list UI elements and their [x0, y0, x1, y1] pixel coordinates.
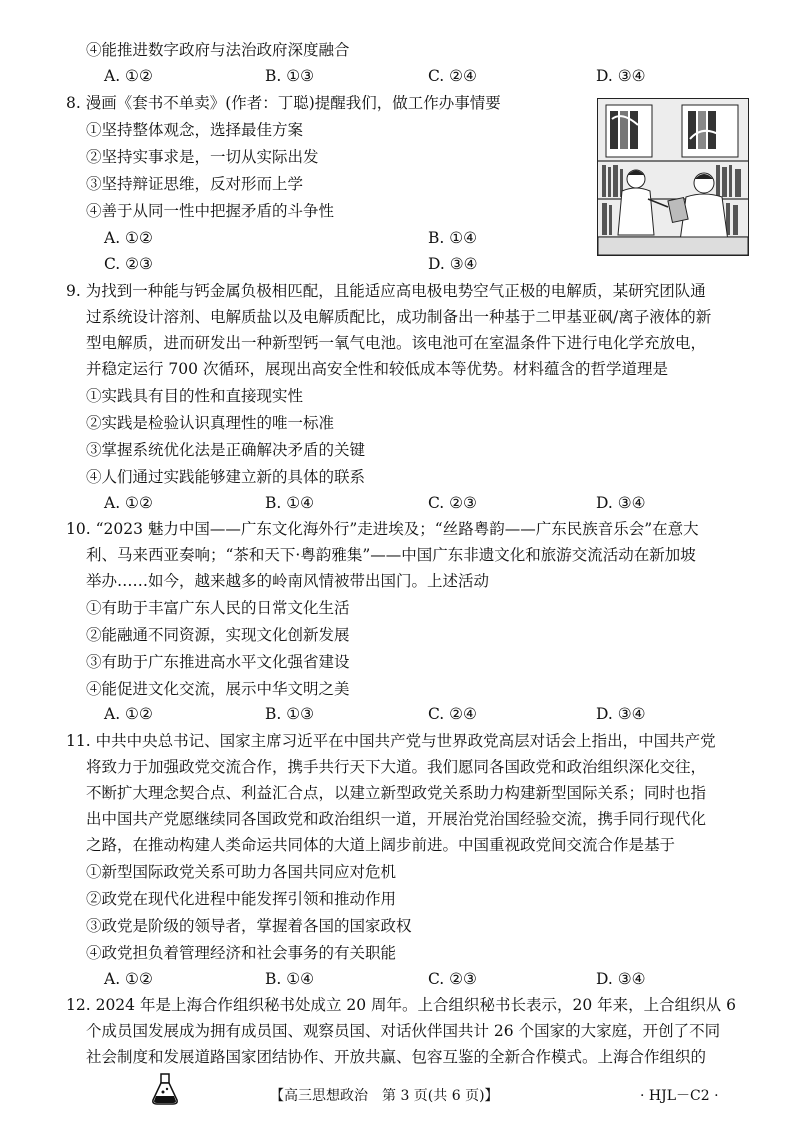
- q11-item-4: ④政党担负着管理经济和社会事务的有关职能: [86, 944, 397, 962]
- q7-option-a: A. ①②: [104, 67, 153, 85]
- flask-logo-icon: [150, 1072, 180, 1106]
- q10-stem-line-3: 举办……如今，越来越多的岭南风情被带出国门。上述活动: [86, 572, 490, 590]
- q8-option-c: C. ②③: [104, 255, 153, 273]
- q9-stem-line-4: 并稳定运行 700 次循环，展现出高安全性和较低成本等优势。材料蕴含的哲学道理是: [86, 360, 668, 378]
- q10-option-c: C. ②④: [428, 705, 477, 723]
- q10-option-b: B. ①③: [265, 705, 315, 723]
- q8-option-b: B. ①④: [428, 229, 478, 247]
- q11-stem-line-2: 将致力于加强政党交流合作，携手共行天下大道。我们愿同各国政党和政治组织深化交往，: [86, 758, 707, 776]
- q8-item-2: ②坚持实事求是，一切从实际出发: [86, 148, 319, 166]
- q8-option-d: D. ③④: [428, 255, 478, 273]
- q11-stem-line-3: 不断扩大理念契合点、利益汇合点，以建立新型政党关系助力构建新型国际关系；同时也指: [86, 784, 707, 802]
- q8-item-4: ④善于从同一性中把握矛盾的斗争性: [86, 202, 335, 220]
- q11-stem-line-5: 之路，在推动构建人类命运共同体的大道上阔步前进。中国重视政党间交流合作是基于: [86, 836, 676, 854]
- q9-item-2: ②实践是检验认识真理性的唯一标准: [86, 414, 335, 432]
- q7-option-d: D. ③④: [596, 67, 646, 85]
- q8-option-a: A. ①②: [104, 229, 153, 247]
- q9-stem-line-1: 9. 为找到一种能与钙金属负极相匹配，且能适应高电极电势空气正极的电解质，某研究团队通: [66, 282, 706, 300]
- q9-option-b: B. ①④: [265, 494, 315, 512]
- q12-stem-line-1: 12. 2024 年是上海合作组织秘书处成立 20 周年。上合组织秘书长表示，20 年来，上合组织从 6: [66, 996, 736, 1014]
- q9-item-3: ③掌握系统优化法是正确解决矛盾的关键: [86, 441, 366, 459]
- q10-stem-line-2: 利、马来西亚奏响；“茶和天下·粤韵雅集”——中国广东非遗文化和旅游交流活动在新加坡: [86, 546, 696, 564]
- q10-option-d: D. ③④: [596, 705, 646, 723]
- q11-item-3: ③政党是阶级的领导者，掌握着各国的国家政权: [86, 917, 412, 935]
- footer-page-info: 【高三思想政治 第 3 页(共 6 页)】: [270, 1088, 499, 1104]
- q10-item-3: ③有助于广东推进高水平文化强省建设: [86, 653, 350, 671]
- q9-stem-line-3: 型电解质，进而研发出一种新型钙一氧气电池。该电池可在室温条件下进行电化学充放电，: [86, 334, 707, 352]
- q9-item-1: ①实践具有目的性和直接现实性: [86, 387, 304, 405]
- q11-stem-line-1: 11. 中共中央总书记、国家主席习近平在中国共产党与世界政党高层对话会上指出，中国共产党: [66, 732, 716, 750]
- q9-option-c: C. ②③: [428, 494, 477, 512]
- q11-option-a: A. ①②: [104, 970, 153, 988]
- q11-option-d: D. ③④: [596, 970, 646, 988]
- q11-item-1: ①新型国际政党关系可助力各国共同应对危机: [86, 863, 397, 881]
- q12-stem-line-3: 社会制度和发展道路国家团结协作、开放共赢、包容互鉴的全新合作模式。上海合作组织的: [86, 1048, 707, 1066]
- q9-option-a: A. ①②: [104, 494, 153, 512]
- q8-item-1: ①坚持整体观念，选择最佳方案: [86, 121, 304, 139]
- q10-item-1: ①有助于丰富广东人民的日常文化生活: [86, 599, 350, 617]
- q8-stem: 8. 漫画《套书不单卖》(作者：丁聪)提醒我们，做工作办事情要: [66, 94, 501, 112]
- q10-option-a: A. ①②: [104, 705, 153, 723]
- q7-item-4: ④能推进数字政府与法治政府深度融合: [86, 41, 350, 59]
- q7-option-c: C. ②④: [428, 67, 477, 85]
- q11-option-c: C. ②③: [428, 970, 477, 988]
- q9-option-d: D. ③④: [596, 494, 646, 512]
- q8-item-3: ③坚持辩证思维，反对形而上学: [86, 175, 304, 193]
- q11-option-b: B. ①④: [265, 970, 315, 988]
- footer-code: · HJL－C2 ·: [640, 1088, 719, 1104]
- q11-item-2: ②政党在现代化进程中能发挥引领和推动作用: [86, 890, 397, 908]
- q9-item-4: ④人们通过实践能够建立新的具体的联系: [86, 468, 366, 486]
- q12-stem-line-2: 个成员国发展成为拥有成员国、观察员国、对话伙伴国共计 26 个国家的大家庭，开创了不同: [86, 1022, 721, 1040]
- q11-stem-line-4: 出中国共产党愿继续同各国政党和政治组织一道，开展治党治国经验交流，携手同行现代化: [86, 810, 707, 828]
- q10-stem-line-1: 10. “2023 魅力中国——广东文化海外行”走进埃及；“丝路粤韵——广东民族音乐会”在意大: [66, 520, 699, 538]
- q9-stem-line-2: 过系统设计溶剂、电解质盐以及电解质配比，成功制备出一种基于二甲基亚砜/离子液体的新: [86, 308, 712, 326]
- q7-option-b: B. ①③: [265, 67, 315, 85]
- cartoon-illustration: [597, 98, 749, 256]
- q10-item-4: ④能促进文化交流，展示中华文明之美: [86, 680, 350, 698]
- q10-item-2: ②能融通不同资源，实现文化创新发展: [86, 626, 350, 644]
